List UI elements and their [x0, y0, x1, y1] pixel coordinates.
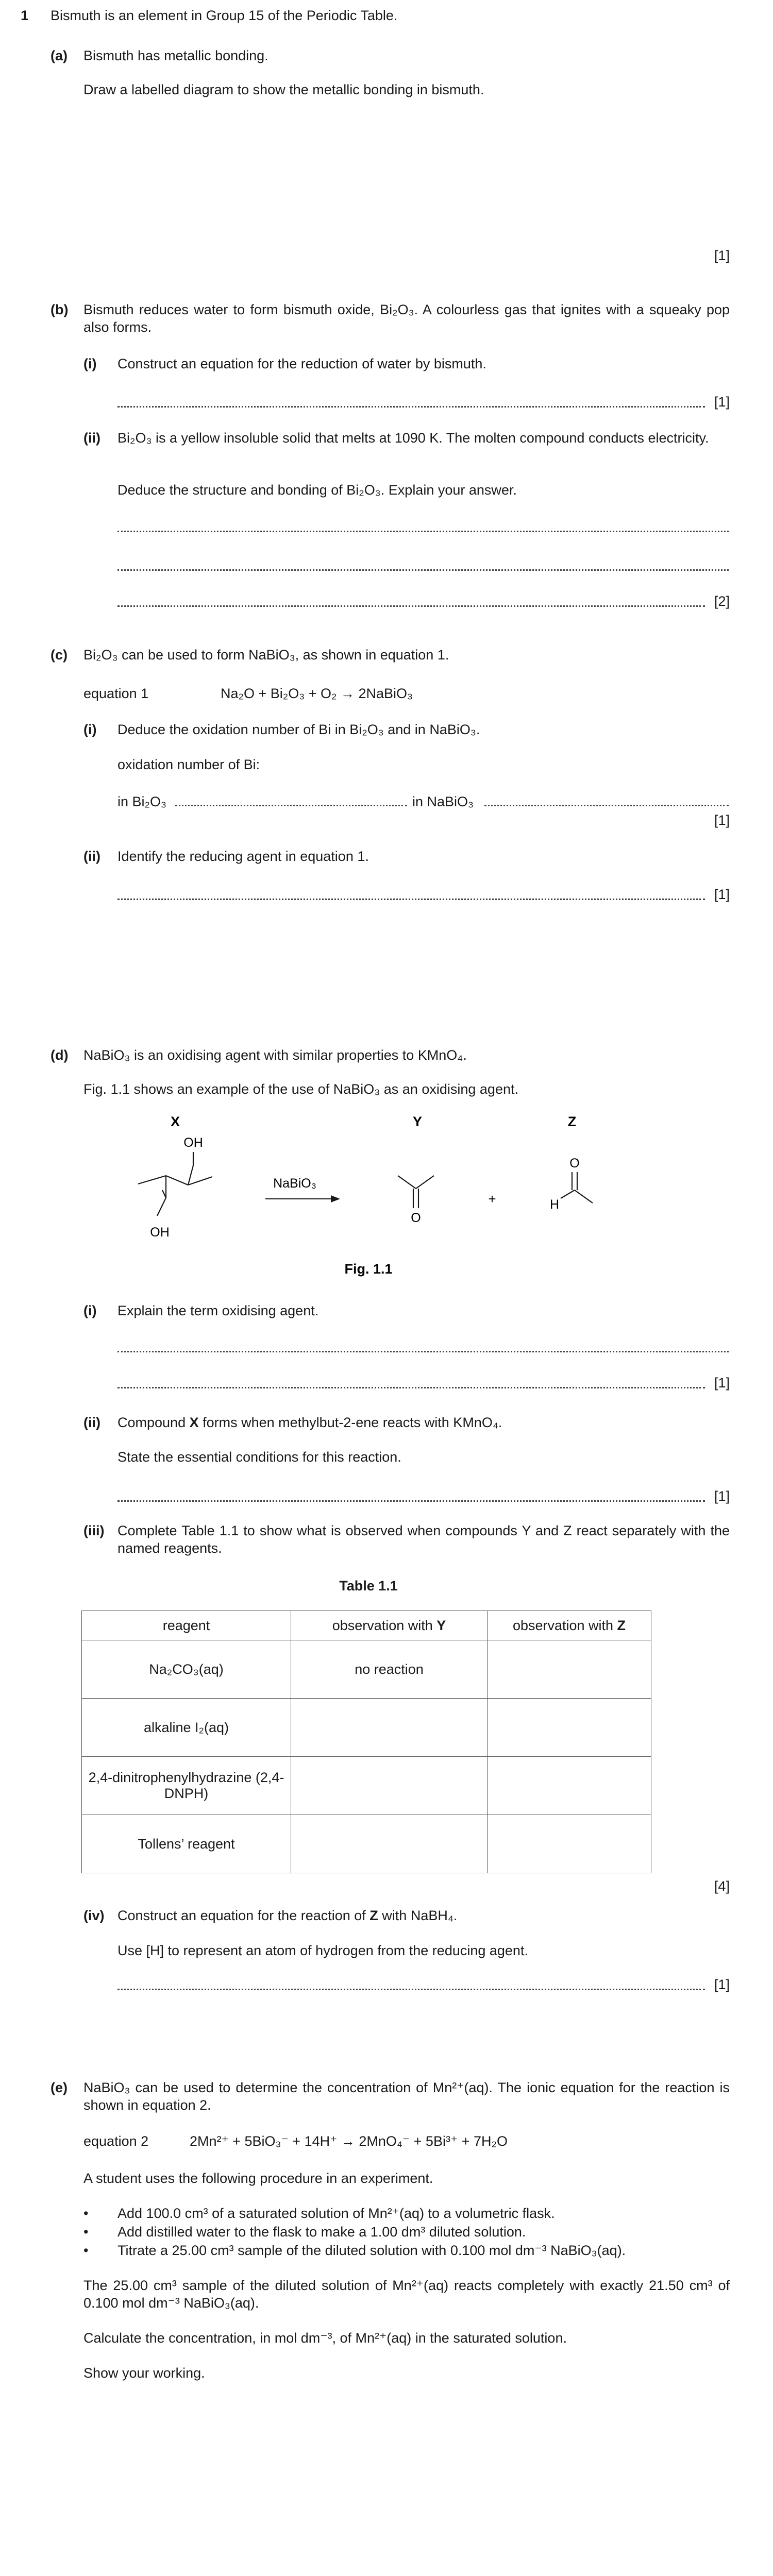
part-c-i-text: Deduce the oxidation number of Bi in Bi₂O₃ and in NaBiO₃. — [117, 722, 480, 737]
part-c-i-label: (i) — [83, 722, 97, 737]
reagent-cell: 2,4-dinitrophenylhydrazine (2,4-DNPH) — [82, 1757, 291, 1815]
answer-line[interactable] — [117, 1387, 705, 1388]
part-c-ii-text: Identify the reducing agent in equation 1. — [117, 849, 369, 864]
part-e-stem: NaBiO₃ can be used to determine the concentration of Mn²⁺(aq). The ionic equation for the reaction is shown in equation 2. — [83, 2080, 730, 2113]
part-a-label: (a) — [51, 48, 68, 63]
calc-instruction: Calculate the concentration, in mol dm⁻³, of Mn²⁺(aq) in the saturated solution. — [83, 2330, 567, 2346]
equation-1: Na₂O + Bi₂O₃ + O₂ → 2NaBiO₃ — [221, 686, 413, 701]
part-d-stem: NaBiO₃ is an oxidising agent with similar properties to KMnO₄. — [83, 1047, 467, 1063]
obs-y-cell[interactable] — [291, 1757, 488, 1815]
part-c-label: (c) — [51, 647, 68, 663]
table-row — [82, 1640, 651, 1699]
bullet: • — [83, 2224, 89, 2240]
question-intro: Bismuth is an element in Group 15 of the Periodic Table. — [51, 8, 398, 23]
oxygen-y: O — [411, 1211, 421, 1225]
obs-y-cell[interactable] — [291, 1815, 488, 1873]
procedure-step: Add distilled water to the flask to make a 1.00 dm³ diluted solution. — [117, 2224, 526, 2240]
procedure-step: Titrate a 25.00 cm³ sample of the diluted solution with 0.100 mol dm⁻³ NaBiO₃(aq). — [117, 2243, 626, 2258]
oxygen-z: O — [569, 1156, 580, 1171]
table-header: observation with Z — [488, 1611, 651, 1640]
obs-z-cell[interactable] — [488, 1757, 651, 1815]
bullet: • — [83, 2243, 89, 2258]
oh-bottom: OH — [150, 1225, 170, 1240]
part-d-i-label: (i) — [83, 1303, 97, 1318]
part-a-instruction: Draw a labelled diagram to show the metallic bonding in bismuth. — [83, 82, 484, 97]
part-a-stem: Bismuth has metallic bonding. — [83, 48, 268, 63]
obs-z-cell[interactable] — [488, 1699, 651, 1757]
reagent-cell: alkaline I₂(aq) — [82, 1699, 291, 1757]
part-d-iv-mark: [1] — [714, 1977, 730, 1992]
part-c-ii-label: (ii) — [83, 849, 100, 864]
part-c-ii-mark: [1] — [714, 887, 730, 902]
reagent-cell: Tollens’ reagent — [82, 1815, 291, 1873]
obs-z-cell[interactable] — [488, 1815, 651, 1873]
molecule-z — [561, 1172, 593, 1203]
in-nabio3-label: in NaBiO₃ — [412, 794, 474, 809]
part-b-i-mark: [1] — [714, 394, 730, 410]
table-caption: Table 1.1 — [339, 1578, 398, 1594]
table-row — [82, 1757, 651, 1815]
answer-line[interactable] — [117, 1500, 705, 1502]
table-header: observation with Y — [291, 1611, 488, 1640]
part-d-ii-mark: [1] — [714, 1488, 730, 1504]
figure-label-y: Y — [412, 1114, 423, 1129]
reagent-label: NaBiO₃ — [273, 1176, 316, 1191]
observation-table — [81, 1611, 651, 1873]
equation-2-label: equation 2 — [83, 2133, 149, 2149]
molecule-y — [398, 1176, 434, 1208]
table-header: reagent — [82, 1611, 291, 1640]
part-d-iv-label: (iv) — [83, 1908, 105, 1923]
oxidation-heading: oxidation number of Bi: — [117, 757, 260, 772]
plus-sign: + — [488, 1191, 496, 1207]
part-b-stem: Bismuth reduces water to form bismuth oxide, Bi₂O₃. A colourless gas that ignites with a squeaky pop also forms. — [83, 302, 730, 335]
part-d-i-mark: [1] — [714, 1375, 730, 1391]
part-d-iv-text: Construct an equation for the reaction of Z with NaBH₄. — [117, 1908, 458, 1923]
table-row — [82, 1815, 651, 1873]
oh-top: OH — [183, 1136, 203, 1150]
part-b-i-label: (i) — [83, 356, 97, 371]
working-instruction: Show your working. — [83, 2365, 205, 2381]
question-number: 1 — [21, 8, 29, 23]
part-c-i-mark: [1] — [714, 812, 730, 828]
part-b-ii-label: (ii) — [83, 430, 100, 446]
reagent-cell: Na₂CO₃(aq) — [82, 1640, 291, 1699]
procedure-intro: A student uses the following procedure in an experiment. — [83, 2171, 433, 2186]
figure-label-x: X — [170, 1114, 180, 1129]
part-a-mark: [1] — [714, 248, 730, 263]
obs-y-cell: no reaction — [291, 1640, 488, 1699]
part-d-iii-label: (iii) — [83, 1523, 105, 1538]
procedure-step: Add 100.0 cm³ of a saturated solution of Mn²⁺(aq) to a volumetric flask. — [117, 2206, 555, 2221]
figure-label-z: Z — [567, 1114, 577, 1129]
part-b-ii-mark: [2] — [714, 594, 730, 609]
part-b-label: (b) — [51, 302, 69, 317]
part-d-label: (d) — [51, 1047, 69, 1063]
table-row — [82, 1699, 651, 1757]
part-d-i-text: Explain the term oxidising agent. — [117, 1303, 319, 1318]
titration-result: The 25.00 cm³ sample of the diluted solution of Mn²⁺(aq) reacts completely with exactly 21.50 cm³ of 0.100 mol dm⁻³ NaBiO₃(aq). — [83, 2278, 730, 2311]
obs-z-cell[interactable] — [488, 1640, 651, 1699]
part-d-ii-text: Compound X forms when methylbut-2-ene reacts with KMnO₄. — [117, 1415, 502, 1430]
in-bi2o3-label: in Bi₂O₃ — [117, 794, 167, 809]
part-c-stem: Bi₂O₃ can be used to form NaBiO₃, as shown in equation 1. — [83, 647, 449, 663]
part-d-ii-text2: State the essential conditions for this reaction. — [117, 1449, 401, 1465]
figure-intro: Fig. 1.1 shows an example of the use of NaBiO₃ as an oxidising agent. — [83, 1081, 518, 1097]
part-b-ii-text: Bi₂O₃ is a yellow insoluble solid that melts at 1090 K. The molten compound conducts electricity. — [117, 430, 709, 446]
molecule-x — [138, 1152, 212, 1216]
figure-caption: Fig. 1.1 — [344, 1261, 393, 1277]
part-b-i-text: Construct an equation for the reduction of water by bismuth. — [117, 356, 486, 371]
answer-line[interactable] — [117, 1989, 705, 1990]
part-d-iii-text: Complete Table 1.1 to show what is observed when compounds Y and Z react separately with the named reagents. — [117, 1523, 730, 1556]
answer-line[interactable] — [117, 1351, 729, 1352]
bullet: • — [83, 2206, 89, 2221]
equation-2: 2Mn²⁺ + 5BiO₃⁻ + 14H⁺ → 2MnO₄⁻ + 5Bi³⁺ + 7H₂O — [190, 2133, 508, 2149]
obs-y-cell[interactable] — [291, 1699, 488, 1757]
part-e-label: (e) — [51, 2080, 68, 2095]
part-d-iii-mark: [4] — [714, 1878, 730, 1894]
hydrogen-z: H — [549, 1197, 560, 1212]
equation-1-label: equation 1 — [83, 686, 149, 701]
table-header-row — [82, 1611, 651, 1640]
part-d-ii-label: (ii) — [83, 1415, 100, 1430]
part-b-ii-text2: Deduce the structure and bonding of Bi₂O₃. Explain your answer. — [117, 482, 517, 498]
part-d-iv-text2: Use [H] to represent an atom of hydrogen from the reducing agent. — [117, 1943, 528, 1958]
